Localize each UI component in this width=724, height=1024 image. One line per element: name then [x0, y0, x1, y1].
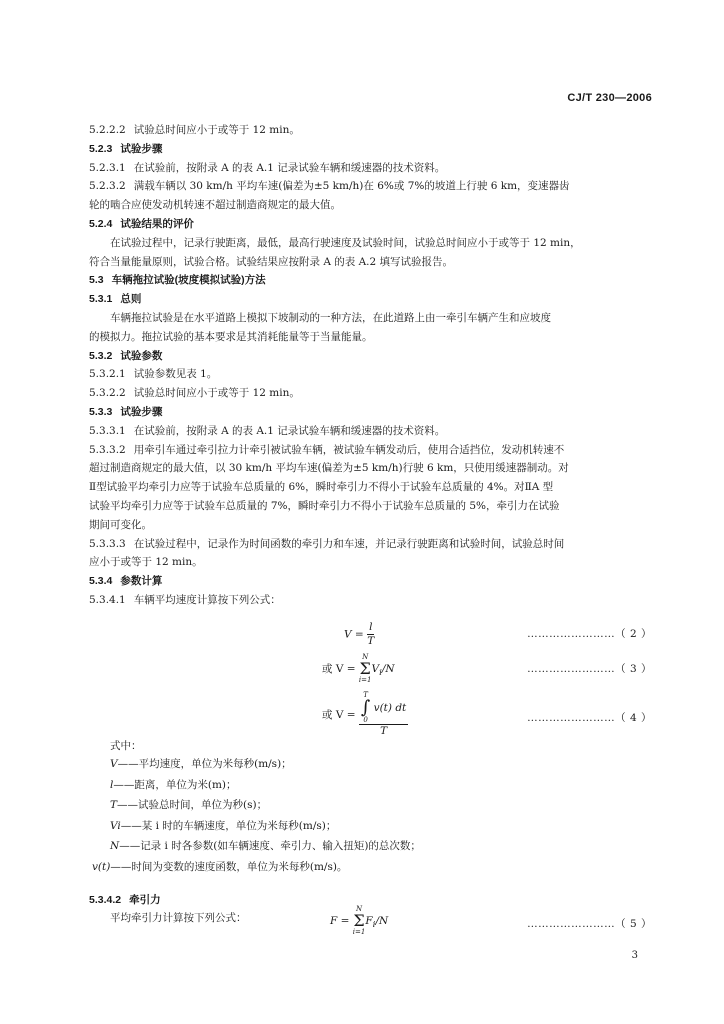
formula-lhs: F = — [330, 915, 350, 927]
legend-item — [110, 820, 336, 833]
legend-text: ——试验总时间，单位为秒(s)； — [117, 799, 268, 811]
formula-4 — [322, 692, 408, 738]
clause-text: 试验参数见表 1。 — [133, 368, 218, 380]
clause-number: 5.2.3.1 — [89, 162, 126, 174]
sum-operator: N Σ i=1 — [358, 653, 372, 684]
text-line — [89, 538, 564, 551]
fraction — [359, 692, 408, 738]
legend-intro: 式中： — [110, 740, 142, 752]
clause-text: Ⅱ型试验平均牵引力应等于试验车总质量的 6%，瞬时牵引力不得小于试验车总质量的 4%。对ⅡA 型 — [89, 481, 554, 493]
text-line — [89, 500, 560, 513]
clause-text: 车辆平均速度计算按下列公式： — [133, 594, 281, 606]
formula-3-tag: ……………………（ 3 ） — [527, 663, 652, 675]
clause-text: 在试验过程中，记录行驶距离，最低，最高行驶速度及试验时间，试验总时间应小于或等于 12 min， — [110, 237, 581, 249]
integral-operator: T ∫ 0 — [360, 691, 371, 724]
clause-number: 5.3 — [89, 274, 104, 286]
fraction — [367, 621, 374, 648]
text-line — [89, 425, 445, 438]
section-heading — [89, 274, 266, 287]
legend-symbol: l — [110, 778, 114, 791]
clause-text: 超过制造商规定的最大值，以 30 km/h 平均车速(偏差为±5 km/h)行驶 6 km，只使用缓速器制动。对 — [89, 462, 569, 474]
section-heading — [89, 406, 162, 419]
formula-3: 或 V = N Σ i=1 $V_i/N$ — [322, 653, 395, 684]
formula-lhs: V = — [344, 628, 364, 641]
clause-text: 在试验过程中，记录作为时间函数的牵引力和车速，并记录行驶距离和试验时间，试验总时间 — [133, 538, 565, 550]
legend-text: ——时间为变数的速度函数，单位为米每秒(m/s)。 — [110, 860, 348, 873]
heading-5342: 5.3.4.2 牵引力 — [89, 894, 161, 906]
formula-2-tag: ……………………（ 2 ） — [527, 628, 652, 640]
text-line — [110, 312, 551, 325]
legend-symbol: v(t) — [92, 860, 111, 873]
section-heading — [89, 575, 162, 588]
formula-5-tag: ……………………（ 5 ） — [527, 918, 652, 930]
section-heading — [89, 293, 141, 306]
section-heading — [89, 350, 162, 363]
clause-text: 试验总时间应小于或等于 12 min。 — [133, 387, 300, 399]
text-line — [89, 481, 553, 494]
clause-text: 在试验前，按附录 A 的表 A.1 记录试验车辆和缓速器的技术资料。 — [133, 162, 446, 174]
formula-2 — [344, 621, 374, 648]
text-line — [89, 331, 373, 344]
text-line — [110, 237, 581, 250]
text-line — [89, 180, 570, 193]
clause-number: 5.2.3.2 — [89, 180, 126, 192]
clause-text: 车辆拖拉试验(坡度模拟试验)方法 — [111, 274, 266, 286]
clause-text: 试验总时间应小于或等于 12 min。 — [133, 124, 300, 136]
text-line — [89, 256, 453, 269]
clause-text: 试验参数 — [120, 350, 163, 362]
denominator: T — [380, 725, 388, 737]
legend-symbol: T — [110, 799, 118, 811]
clause-text: 的模拟力。拖拉试验的基本要求是其消耗能量等于当量能量。 — [89, 331, 373, 343]
clause-number: 5.3.3.2 — [89, 444, 126, 456]
clause-text: 符合当量能量原则，试验合格。试验结果应按附录 A 的表 A.2 填写试验报告。 — [89, 256, 454, 268]
legend-text: ——某 i 时的车辆速度，单位为米每秒(m/s)； — [120, 819, 337, 832]
clause-number: 5.3.3.1 — [89, 425, 126, 437]
legend-text: ——记录 i 时各参数(如车辆速度、牵引力、输入扭矩)的总次数； — [119, 840, 421, 852]
clause-number: 5.3.2.1 — [89, 368, 126, 380]
clause-text: 应小于或等于 12 min。 — [89, 556, 203, 568]
clause-number: 5.3.4.1 — [89, 594, 126, 606]
text-line — [89, 444, 564, 457]
text-line — [89, 199, 341, 212]
legend-symbol: Vi — [110, 819, 121, 832]
denominator: T — [367, 635, 375, 648]
text-line — [89, 556, 203, 569]
legend-item — [92, 861, 347, 874]
clause-text: 试验步骤 — [120, 143, 163, 155]
legend-item — [110, 779, 237, 792]
legend-symbol: N — [110, 840, 120, 852]
text-line — [89, 594, 281, 607]
clause-text: 总则 — [120, 293, 142, 305]
standard-code: CJ/T 230—2006 — [567, 92, 652, 104]
paragraph-5342: 平均牵引力计算按下列公式： — [110, 912, 247, 924]
clause-number: 5.2.3 — [89, 143, 113, 155]
clause-number: 5.3.1 — [89, 293, 113, 305]
sigma-symbol: Σ — [353, 911, 365, 930]
section-heading — [89, 143, 162, 156]
section-heading — [89, 218, 194, 231]
clause-number: 5.3.3.3 — [89, 538, 126, 550]
text-line — [89, 462, 569, 475]
text-line — [89, 124, 300, 137]
text-line — [89, 162, 445, 175]
clause-number: 5.2.4 — [89, 218, 113, 230]
clause-text: 试验平均牵引力应等于试验车总质量的 7%，瞬时牵引力不得小于试验车总质量的 5%，牵引力在试验 — [89, 500, 560, 512]
clause-text: 在试验前，按附录 A 的表 A.1 记录试验车辆和缓速器的技术资料。 — [133, 425, 446, 437]
numerator: l — [367, 621, 374, 635]
page-number: 3 — [631, 949, 638, 961]
clause-text: 轮的啮合应使发动机转速不超过制造商规定的最大值。 — [89, 199, 341, 211]
sigma-symbol: Σ — [359, 659, 371, 678]
text-line — [89, 519, 152, 532]
legend-item — [110, 758, 292, 771]
formula-lhs: 或 V = — [322, 709, 356, 722]
integral-symbol: ∫ — [360, 697, 371, 718]
formula-lhs: 或 V = — [322, 663, 356, 675]
clause-text: 满载车辆以 30 km/h 平均车速(偏差为±5 km/h)在 6%或 7%的坡道上行驶 6 km，变速器齿 — [133, 180, 570, 192]
legend-text: ——距离，单位为米(m)； — [113, 778, 237, 791]
text-line — [89, 387, 300, 400]
legend-text: ——平均速度，单位为米每秒(m/s)； — [117, 758, 292, 770]
clause-text: 试验结果的评价 — [120, 218, 194, 230]
clause-number: 5.3.2 — [89, 350, 113, 362]
sum-operator: N Σ i=1 — [352, 905, 366, 936]
clause-text: 车辆拖拉试验是在水平道路上模拟下坡制动的一种方法，在此道路上由一牵引车辆产生和应坡度 — [110, 312, 551, 324]
text-line — [89, 368, 217, 381]
legend-item — [110, 799, 267, 812]
clause-text: 用牵引车通过牵引拉力计牵引被试验车辆，被试验车辆发动后，使用合适挡位，发动机转速不 — [133, 444, 565, 456]
clause-text: 期间可变化。 — [89, 519, 152, 531]
clause-number: 5.2.2.2 — [89, 124, 126, 136]
clause-number: 5.3.3 — [89, 406, 113, 418]
numerator: T ∫ 0 v(t) dt — [360, 691, 407, 724]
clause-text: 试验步骤 — [120, 406, 163, 418]
clause-number: 5.3.2.2 — [89, 387, 126, 399]
clause-text: 参数计算 — [120, 575, 163, 587]
clause-number: 5.3.4 — [89, 575, 113, 587]
formula-5: F = N Σ i=1 $F_i/N$ — [330, 905, 389, 936]
legend-symbol: V — [110, 758, 118, 770]
legend-item — [110, 840, 421, 853]
formula-4-tag: ……………………（ 4 ） — [527, 712, 652, 724]
